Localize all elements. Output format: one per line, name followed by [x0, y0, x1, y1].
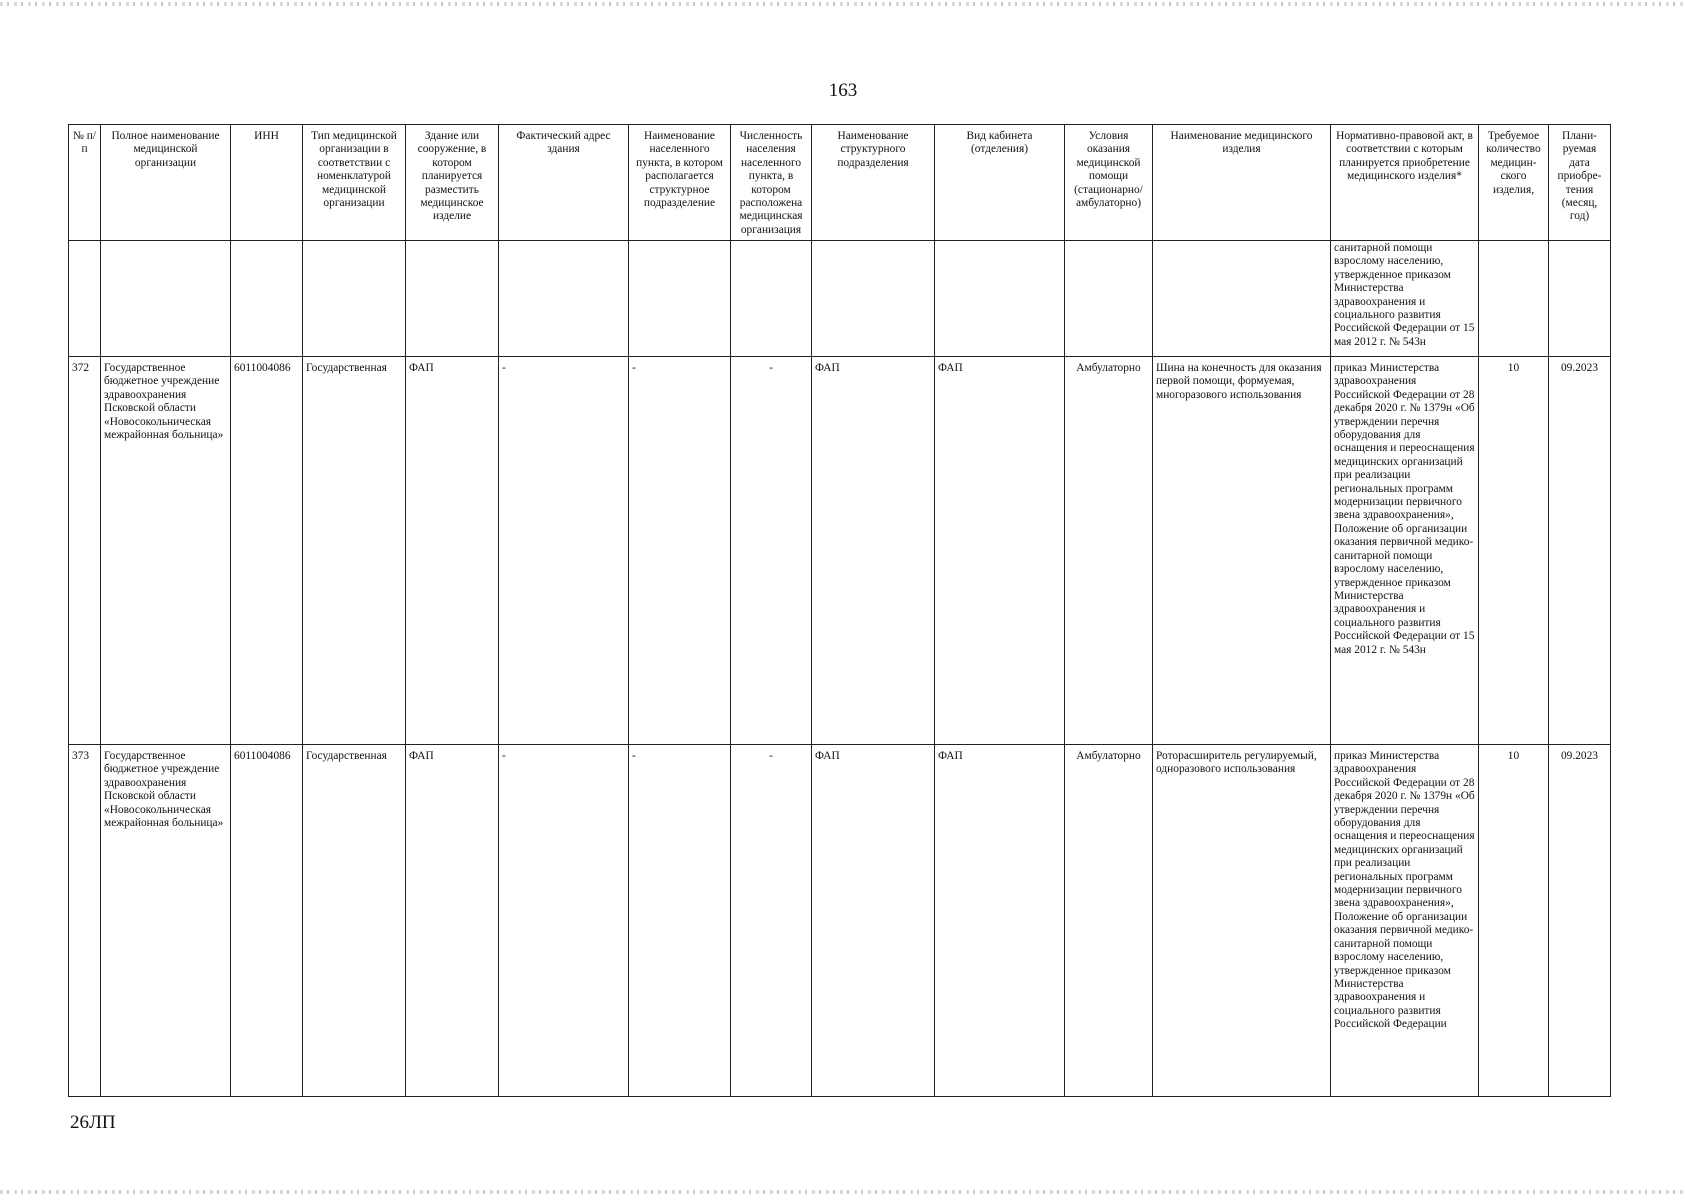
header-cabinet: Вид кабинета (отделения): [935, 125, 1065, 241]
cell-org: Государственное бюджетное учреждение здравоохранения Псковской области «Новосокольническая межрайонная больница»: [101, 357, 231, 745]
header-conditions: Условия оказания медицинской помощи (стационарно/ амбулаторно): [1065, 125, 1153, 241]
header-quantity: Требуемое количество медицин-ского изделия,: [1479, 125, 1549, 241]
equipment-table: [68, 124, 1611, 1097]
header-device: Наименование медицинского изделия: [1153, 125, 1331, 241]
cell-cabinet: ФАП: [935, 745, 1065, 1097]
cell-legal-act: санитарной помощи взрослому населению, утвержденное приказом Министерства здравоохранения и социального развития Российской Федерации от 15 мая 2012 г. № 543н: [1331, 241, 1479, 357]
header-type: Тип медицинской организации в соответствии с номенклатурой медицинской организации: [303, 125, 406, 241]
cell-num: 373: [69, 745, 101, 1097]
header-subdivision: Наименование структурного подразделения: [812, 125, 935, 241]
cell-conditions: Амбулаторно: [1065, 357, 1153, 745]
header-address: Фактический адрес здания: [499, 125, 629, 241]
cell-settlement: -: [629, 357, 731, 745]
scan-edge-top: [0, 2, 1686, 6]
cell-num: 372: [69, 357, 101, 745]
cell-date: 09.2023: [1549, 357, 1611, 745]
cell-inn: 6011004086: [231, 357, 303, 745]
cell-address: -: [499, 745, 629, 1097]
header-date: Плани-руемая дата приобре-тения (месяц, год): [1549, 125, 1611, 241]
cell-legal-act: приказ Министерства здравоохранения Российской Федерации от 28 декабря 2020 г. № 1379н «Об утверждении перечня оборудования для оснащения и переоснащения медицинских организаций при реализации региональных программ модернизации первичного звена здравоохранения», Положение об организации оказания первичной медико-санитарной помощи взрослому населению, утвержденное приказом Министерства здравоохранения и социального развития Российской Федерации: [1331, 745, 1479, 1097]
table-row-continuation: [69, 241, 1611, 357]
footer-code: 26ЛП: [70, 1112, 116, 1133]
page-number: 163: [828, 80, 858, 101]
table-row: [69, 745, 1611, 1097]
header-building: Здание или сооружение, в котором планируется разместить медицинское изделие: [406, 125, 499, 241]
cell-device: Роторасширитель регулируемый, одноразового использования: [1153, 745, 1331, 1097]
cell-settlement: -: [629, 745, 731, 1097]
cell-inn: 6011004086: [231, 745, 303, 1097]
cell-population: -: [731, 745, 812, 1097]
scan-edge-bottom: [0, 1190, 1686, 1194]
cell-subdivision: ФАП: [812, 357, 935, 745]
table-header-row: [69, 125, 1611, 241]
header-org: Полное наименование медицинской организации: [101, 125, 231, 241]
header-population: Численность населения населенного пункта, в котором расположена медицинская организация: [731, 125, 812, 241]
cell-subdivision: ФАП: [812, 745, 935, 1097]
cell-quantity: 10: [1479, 357, 1549, 745]
cell-type: Государственная: [303, 357, 406, 745]
cell-building: ФАП: [406, 745, 499, 1097]
header-legal-act: Нормативно-правовой акт, в соответствии с которым планируется приобретение медицинского изделия*: [1331, 125, 1479, 241]
cell-building: ФАП: [406, 357, 499, 745]
cell-address: -: [499, 357, 629, 745]
header-num: № п/п: [69, 125, 101, 241]
cell-cabinet: ФАП: [935, 357, 1065, 745]
header-settlement: Наименование населенного пункта, в котором располагается структурное подразделение: [629, 125, 731, 241]
cell-type: Государственная: [303, 745, 406, 1097]
table-row: [69, 357, 1611, 745]
cell-quantity: 10: [1479, 745, 1549, 1097]
cell-population: -: [731, 357, 812, 745]
cell-legal-act: приказ Министерства здравоохранения Российской Федерации от 28 декабря 2020 г. № 1379н «Об утверждении перечня оборудования для оснащения и переоснащения медицинских организаций при реализации региональных программ модернизации первичного звена здравоохранения», Положение об организации оказания первичной медико-санитарной помощи взрослому населению, утвержденное приказом Министерства здравоохранения и социального развития Российской Федерации от 15 мая 2012 г. № 543н: [1331, 357, 1479, 745]
cell-org: Государственное бюджетное учреждение здравоохранения Псковской области «Новосокольническая межрайонная больница»: [101, 745, 231, 1097]
cell-device: Шина на конечность для оказания первой помощи, формуемая, многоразового использования: [1153, 357, 1331, 745]
cell-conditions: Амбулаторно: [1065, 745, 1153, 1097]
cell-date: 09.2023: [1549, 745, 1611, 1097]
header-inn: ИНН: [231, 125, 303, 241]
